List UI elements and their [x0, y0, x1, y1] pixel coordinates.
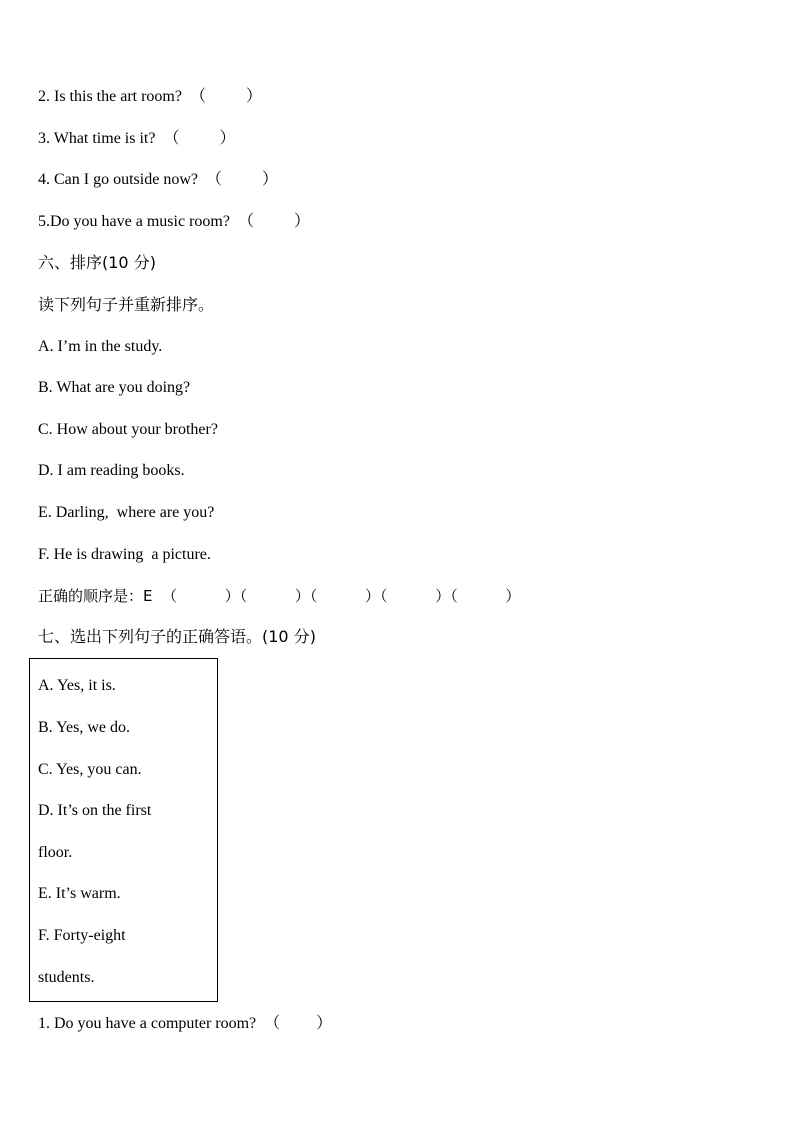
sentence-a: A. I’m in the study. [38, 338, 163, 355]
question-4: 4. Can I go outside now? （ ） [38, 171, 278, 188]
sentence-d: D. I am reading books. [38, 462, 185, 479]
section-7-question-1: 1. Do you have a computer room? （ ） [38, 1015, 333, 1032]
option-d: D. It’s on the first [38, 802, 152, 819]
sentence-f: F. He is drawing a picture. [38, 546, 211, 563]
option-c: C. Yes, you can. [38, 761, 142, 778]
option-f: F. Forty-eight [38, 927, 126, 944]
section-6-heading: 六、排序(10 分) [38, 253, 156, 272]
sentence-e: E. Darling, where are you? [38, 504, 215, 521]
question-5: 5.Do you have a music room? （ ） [38, 213, 310, 230]
answer-options-box [29, 658, 218, 1002]
sentence-c: C. How about your brother? [38, 421, 218, 438]
option-a: A. Yes, it is. [38, 677, 116, 694]
question-3: 3. What time is it? （ ） [38, 130, 236, 147]
order-answer-line: 正确的顺序是：E （ ）（ ）（ ）（ ）（ ） [38, 587, 521, 605]
option-e: E. It’s warm. [38, 885, 121, 902]
section-6-instruction: 读下列句子并重新排序。 [38, 295, 215, 314]
option-d-continued: floor. [38, 844, 73, 861]
option-f-continued: students. [38, 969, 95, 986]
option-b: B. Yes, we do. [38, 719, 131, 736]
sentence-b: B. What are you doing? [38, 379, 191, 396]
question-2: 2. Is this the art room? （ ） [38, 88, 262, 105]
section-7-heading: 七、选出下列句子的正确答语。(10 分) [38, 627, 316, 646]
